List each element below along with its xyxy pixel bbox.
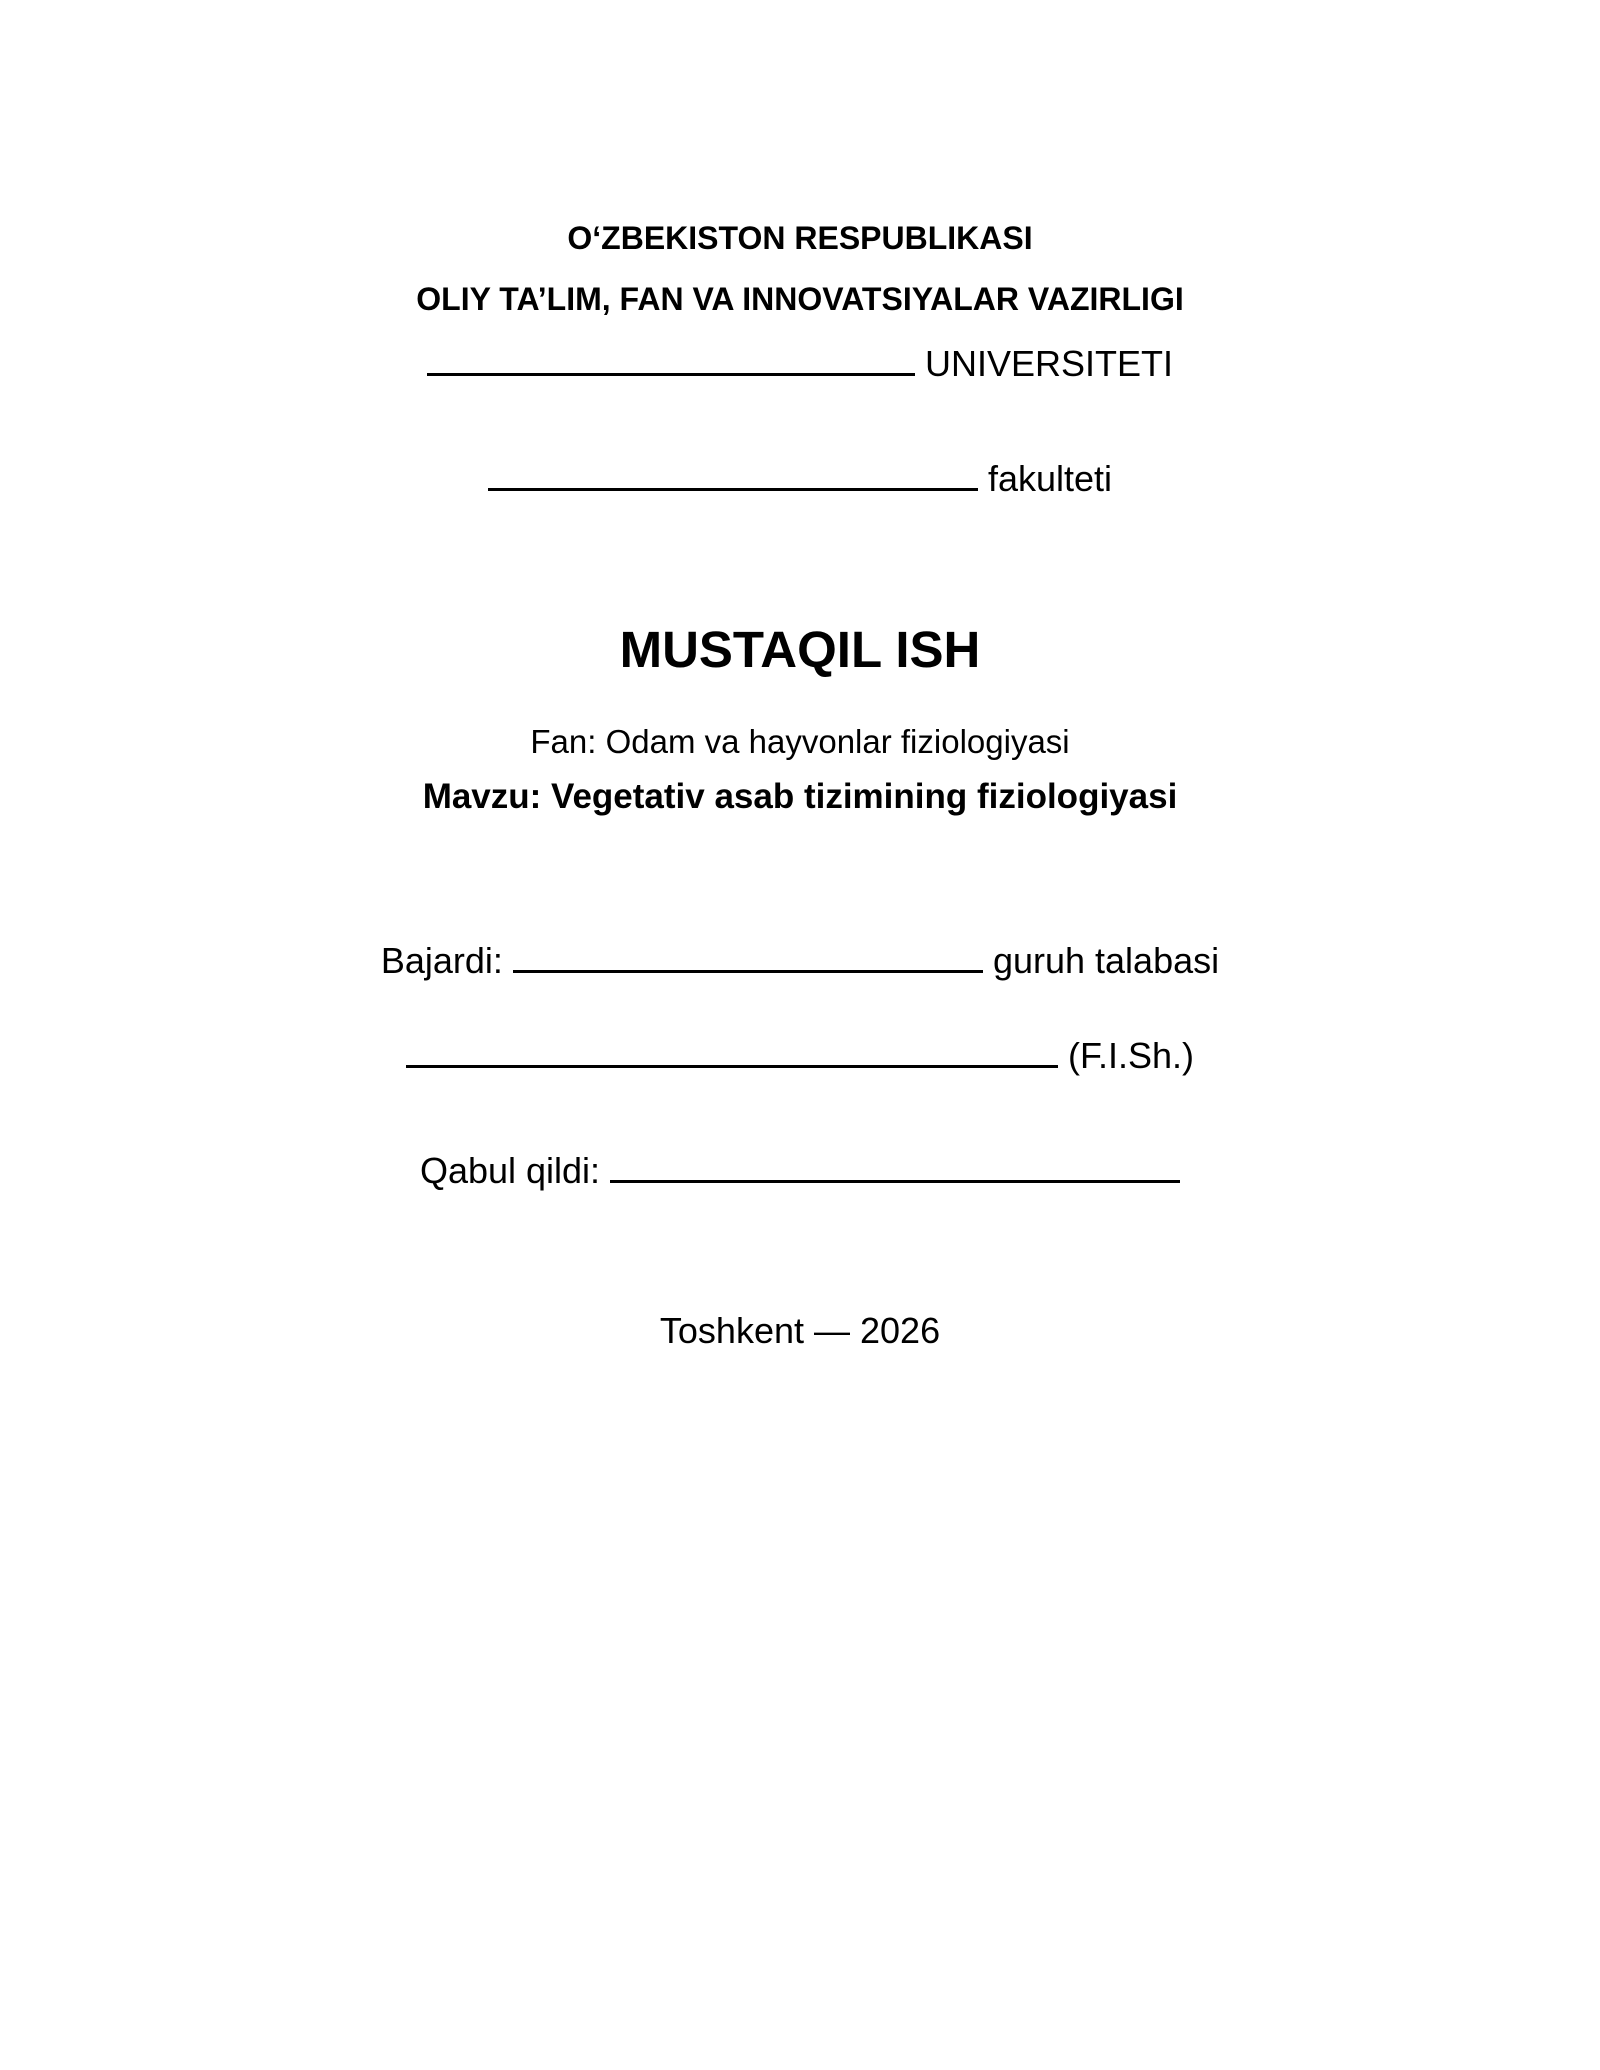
topic-line: Mavzu: Vegetativ asab tizimining fiziologiyasi (422, 777, 1178, 816)
group-blank[interactable] (513, 969, 983, 973)
university-line (0, 343, 1600, 385)
university-blank[interactable] (427, 372, 915, 376)
republic-heading: O‘ZBEKISTON RESPUBLIKASI (567, 220, 1033, 256)
accepted-by-line (0, 1150, 1600, 1192)
student-name-line (0, 1035, 1600, 1077)
accepted-by-label: Qabul qildi: (419, 1150, 601, 1191)
accepted-by-blank[interactable] (610, 1179, 1180, 1183)
student-name-blank[interactable] (406, 1064, 1058, 1068)
faculty-line (0, 458, 1600, 500)
university-label: UNIVERSITETI (924, 343, 1174, 384)
faculty-label: fakulteti (987, 458, 1113, 499)
ministry-heading: OLIY TA’LIM, FAN VA INNOVATSIYALAR VAZIRLIGI (416, 281, 1184, 317)
faculty-blank[interactable] (488, 487, 978, 491)
fish-label: (F.I.Sh.) (1067, 1035, 1195, 1076)
done-by-label: Bajardi: (380, 940, 503, 981)
subject-line: Fan: Odam va hayvonlar fiziologiyasi (530, 723, 1070, 760)
group-label: guruh talabasi (992, 940, 1220, 981)
document-title: MUSTAQIL ISH (619, 621, 981, 678)
city-year: Toshkent — 2026 (659, 1310, 941, 1351)
done-by-line (0, 940, 1600, 982)
